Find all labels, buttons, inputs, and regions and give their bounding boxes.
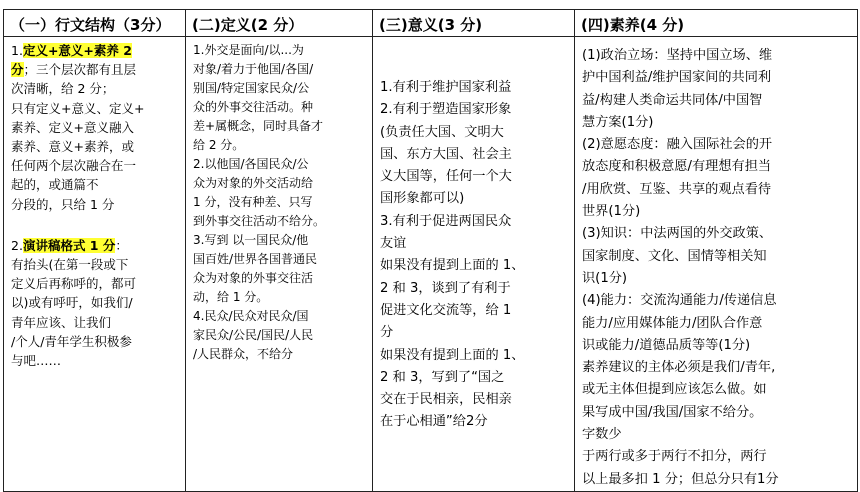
literacy-line: 果写成中国/我国/国家不给分。	[582, 404, 763, 420]
literacy-line: 国家制度、文化、国情等相关知	[582, 248, 767, 264]
literacy-line: 以上最多扣 1 分；但总分只有1分	[582, 471, 779, 487]
literacy-line: 素养建议的主体必须是我们/青年,	[582, 360, 776, 376]
definition-line: 差+属概念，同时具备才	[193, 119, 324, 133]
structure-line: 素养、意义+素养，或	[11, 139, 134, 155]
structure-criteria	[4, 37, 185, 370]
structure-line: 素养、定义+意义融入	[11, 119, 134, 135]
significance-line: 在于心相通”给2分	[380, 414, 488, 430]
definition-line: 别国/特定国家民众/公	[193, 81, 310, 95]
header-literacy: (四)素养(4 分)	[575, 10, 858, 37]
literacy-line: (3)知识：中法两国的外交政策、	[582, 226, 773, 242]
definition-line: /人民群众，不给分	[193, 347, 294, 361]
definition-cell	[186, 37, 373, 492]
significance-cell	[373, 37, 575, 492]
definition-line: 众为对象的外交活动给	[193, 176, 314, 190]
format-line: /个人/青年学生积极参	[11, 333, 132, 349]
content-row	[4, 37, 858, 492]
definition-line: 对象/着力于他国/各国/	[193, 62, 314, 76]
definition-line: 1.外交是面向/以...为	[193, 43, 304, 57]
significance-line: 国、东方大国、社会主	[380, 146, 512, 162]
definition-line: 家民众/公民/国民/人民	[193, 328, 314, 342]
header-structure: （一）行文结构（3分）	[4, 10, 186, 37]
literacy-line: 或无主体但提到应该怎么做。如	[582, 382, 767, 398]
significance-line: (负责任大国、文明大	[380, 124, 504, 140]
literacy-line: 护中国利益/维护国家间的共同利	[582, 70, 772, 86]
definition-line: 众的外事交往活动。种	[193, 100, 314, 114]
spacer	[11, 214, 180, 236]
header-significance: (三)意义(3 分)	[373, 10, 575, 37]
structure-item-1-highlight: 定义+意义+素养 2	[22, 43, 132, 58]
definition-line: 1 分，没有种差、只写	[193, 195, 313, 209]
format-line: 定义后再称呼的，都可	[11, 276, 137, 292]
header-definition: (二)定义(2 分）	[186, 10, 373, 37]
significance-line: 2.有利于塑造国家形象	[380, 102, 512, 118]
structure-line: 任何两个层次融合在一	[11, 158, 137, 174]
definition-line: 国百姓/世界各国普通民	[193, 252, 318, 266]
significance-line: 2 和 3，写到了“国之	[380, 369, 505, 385]
literacy-line: 字数少	[582, 427, 622, 443]
format-line: 以)或有呼吁，如我们/	[11, 295, 133, 311]
literacy-line: 放态度和积极意愿/有理想有担当	[582, 159, 772, 175]
literacy-line: 识(1分)	[582, 270, 628, 286]
significance-line: 2 和 3，谈到了有利于	[380, 280, 511, 296]
punctuation: ：	[115, 237, 128, 253]
definition-line: 3.写到 以一国民众/他	[193, 233, 309, 247]
definition-line: 到外事交往活动不给分。	[193, 214, 326, 228]
significance-line: 分	[380, 325, 394, 341]
literacy-line: (2)意愿态度：融入国际社会的开	[582, 137, 773, 153]
structure-line: 次清晰，给 2 分；	[11, 81, 115, 97]
significance-line: 如果没有提到上面的 1、	[380, 258, 525, 274]
header-row	[4, 10, 858, 37]
significance-line: 国形象都可以)	[380, 191, 465, 207]
literacy-line: 益/构建人类命运共同体/中国智	[582, 92, 763, 108]
literacy-line: /用欣赏、互鉴、共享的观点看待	[582, 181, 772, 197]
definition-line: 4.民众/民众对民众/国	[193, 309, 309, 323]
literacy-line: 于两行或多于两行不扣分，两行	[582, 449, 767, 465]
literacy-line: 能力/应用媒体能力/团队合作意	[582, 315, 763, 331]
significance-line: 友谊	[380, 236, 407, 252]
structure-line: 分段的，只给 1 分	[11, 196, 115, 212]
format-line: 有抬头(在第一段或下	[11, 257, 129, 273]
literacy-line: 世界(1分)	[582, 204, 641, 220]
structure-item-2-heading	[11, 236, 180, 255]
significance-line: 促进文化交流等，给 1	[380, 302, 512, 318]
significance-line: 1.有利于维护国家利益	[380, 80, 512, 95]
significance-line: 交在于民相亲，民相亲	[380, 392, 512, 408]
format-line: 与吧……	[11, 353, 62, 369]
item-number: 2.	[11, 237, 23, 253]
structure-line: 起的，或通篇不	[11, 177, 99, 193]
literacy-line: (1)政治立场：坚持中国立场、维	[582, 48, 773, 63]
significance-line: 义大国等，任何一个大	[380, 169, 512, 185]
definition-line: 给 2 分。	[193, 138, 245, 152]
structure-item-2-highlight: 演讲稿格式 1 分	[22, 237, 116, 253]
literacy-line: (4)能力：交流沟通能力/传递信息	[582, 293, 777, 309]
format-line: 青年应该、让我们	[11, 314, 112, 330]
literacy-line: 识或能力/道德品质等等(1分)	[582, 337, 751, 353]
literacy-criteria	[575, 37, 857, 491]
definition-criteria	[186, 37, 372, 364]
scoring-rubric-table	[3, 9, 858, 492]
significance-line: 如果没有提到上面的 1、	[380, 347, 525, 363]
significance-line: 3.有利于促进两国民众	[380, 213, 512, 229]
structure-line: 只有定义+意义、定义+	[11, 100, 145, 116]
structure-cell	[4, 37, 186, 492]
literacy-cell	[575, 37, 858, 492]
structure-line: 分；三个层次都有且层	[11, 62, 137, 78]
definition-line: 2.以他国/各国民众/公	[193, 157, 309, 171]
definition-line: 动，给 1 分。	[193, 290, 269, 304]
structure-item-1-heading: 1.定义+意义+素养 2	[11, 43, 132, 58]
definition-line: 众为对象的外事交往活	[193, 271, 314, 285]
literacy-line: 慧方案(1分)	[582, 114, 654, 130]
significance-criteria	[373, 37, 574, 434]
